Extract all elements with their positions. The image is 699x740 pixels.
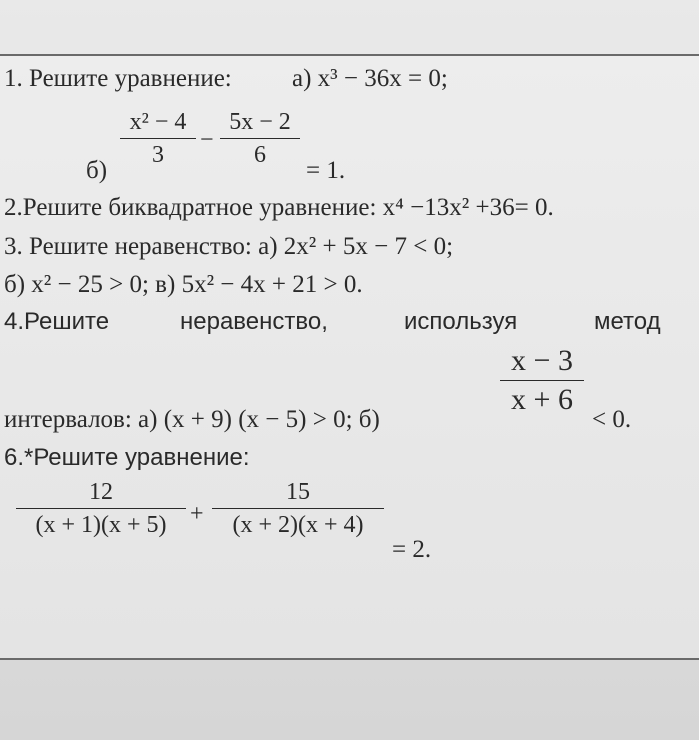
task6-frac1-denominator: (x + 1)(x + 5) [35,512,167,538]
task1-fraction-1 [120,108,196,169]
task1-frac1-denominator: 3 [152,142,164,168]
task1-part-a: а) x³ − 36x = 0; [292,65,448,92]
task6-frac1-numerator: 12 [89,479,113,505]
task1-fraction-2 [220,108,300,169]
task3-line-1: 3. Решите неравенство: а) 2x² + 5x − 7 < 0; [4,233,454,260]
task1-frac2-denominator: 6 [254,142,266,168]
fraction-bar [16,508,186,509]
task4-word-4: метод [594,308,661,335]
task6-fraction-1 [16,478,186,539]
task4-word-2: неравенство, [180,308,328,335]
task1-minus: − [200,127,214,153]
task1-part-b-label: б) [86,157,108,184]
task6-frac2-numerator: 15 [286,479,310,505]
fraction-bar [212,508,384,509]
fraction-bar [120,138,196,139]
fraction-bar [500,380,584,381]
task2-text: 2.Решите биквадратное уравнение: x⁴ −13x² +36= 0. [4,194,554,221]
task6-title: 6.*Решите уравнение: [4,444,250,471]
task4-line-2: интервалов: а) (x + 9) (x − 5) > 0; б) [4,406,380,433]
task3-line-2: б) x² − 25 > 0; в) 5x² − 4x + 21 > 0. [4,271,363,298]
task6-frac2-denominator: (x + 2)(x + 4) [232,512,364,538]
task4-frac-denominator: x + 6 [511,383,573,416]
task4-tail: < 0. [592,406,632,433]
task4-word-3: используя [404,308,518,335]
task6-plus: + [190,501,204,527]
fraction-bar [220,138,300,139]
task4-fraction [500,344,584,417]
task4-frac-numerator: x − 3 [511,344,573,377]
task1-equals: = 1. [306,157,346,184]
task-card [0,54,699,660]
task1-frac2-numerator: 5x − 2 [229,109,291,135]
task4-word-1: 4.Решите [4,308,110,335]
task6-fraction-2 [212,478,384,539]
task1-frac1-numerator: x² − 4 [129,109,187,135]
task6-equals: = 2. [392,536,432,563]
task1-title: 1. Решите уравнение: [4,65,232,92]
